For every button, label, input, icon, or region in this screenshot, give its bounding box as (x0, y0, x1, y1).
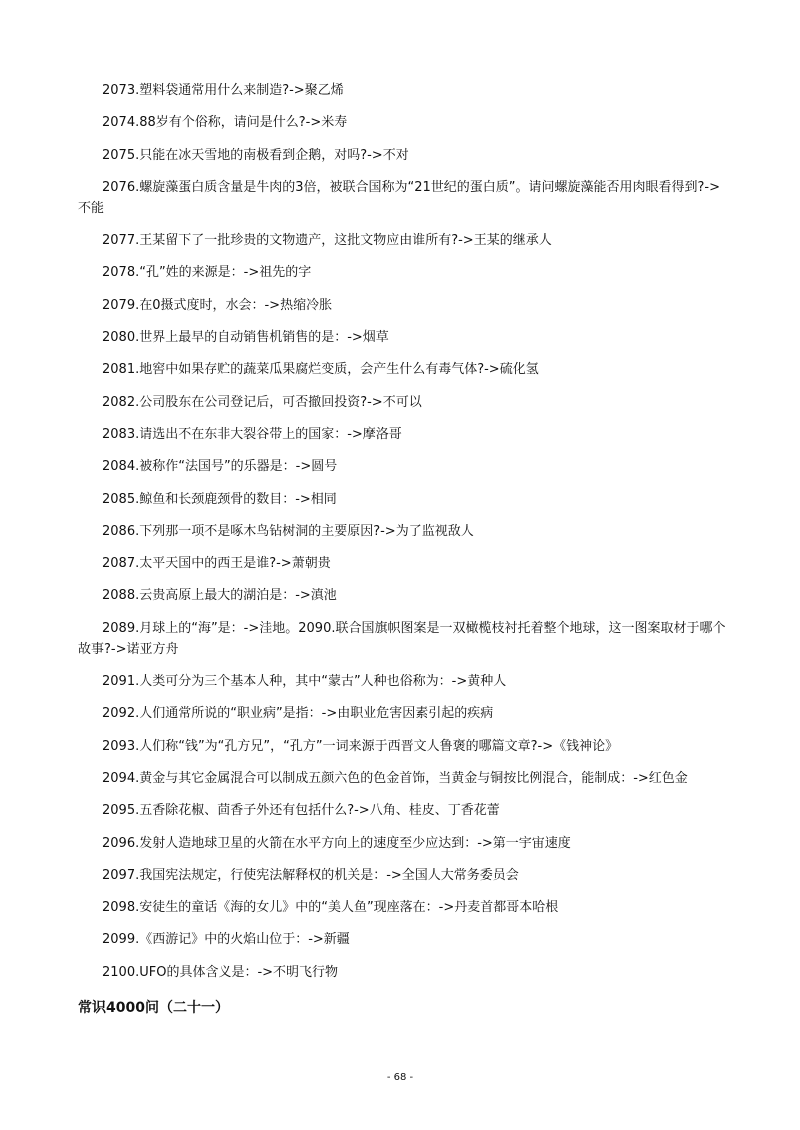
qa-item-2088: 2088.云贵高原上最大的湖泊是：->滇池 (102, 588, 337, 604)
qa-item-2091: 2091.人类可分为三个基本人种，其中“蒙古”人种也俗称为：->黄种人 (102, 674, 507, 690)
qa-item-2084: 2084.被称作“法国号”的乐器是：->圆号 (102, 459, 338, 475)
qa-item-2076: 2076.螺旋藻蛋白质含量是牛肉的3倍，被联合国称为“21世纪的蛋白质”。请问螺旋藻能否用肉眼看得到?->不能 (78, 179, 720, 216)
qa-item-2078: 2078.“孔”姓的来源是：->祖先的字 (102, 265, 312, 281)
qa-item-2096: 2096.发射人造地球卫星的火箭在水平方向上的速度至少应达到：->第一宇宙速度 (102, 835, 571, 851)
qa-item-2080: 2080.世界上最早的自动销售机销售的是：->烟草 (102, 330, 389, 346)
qa-item-2079: 2079.在0摄式度时，水会：->热缩冷胀 (102, 297, 333, 313)
page-number: - 68 - (386, 1072, 414, 1083)
qa-item-2082: 2082.公司股东在公司登记后，可否撤回投资?->不可以 (102, 394, 422, 410)
qa-item-2099: 2099.《西游记》中的火焰山位于：->新疆 (102, 932, 350, 948)
qa-item-2077: 2077.王某留下了一批珍贵的文物遗产，这批文物应由谁所有?->王某的继承人 (102, 233, 552, 249)
qa-item-2086: 2086.下列那一项不是啄木鸟钻树洞的主要原因?->为了监视敌人 (102, 523, 474, 539)
qa-item-2095: 2095.五香除花椒、茴香子外还有包括什么?->八角、桂皮、丁香花蕾 (102, 803, 500, 819)
qa-item-2093: 2093.人们称“钱”为“孔方兄”，“孔方”一词来源于西晋文人鲁褒的哪篇文章?->《钱神论》 (102, 738, 619, 754)
qa-item-2087: 2087.太平天国中的西王是谁?->萧朝贵 (102, 556, 331, 572)
qa-item-2098: 2098.安徒生的童话《海的女儿》中的“美人鱼”现座落在：->丹麦首都哥本哈根 (102, 900, 559, 916)
qa-item-2089-2090: 2089.月球上的“海”是：->洼地。2090.联合国旗帜图案是一双橄榄枝衬托着整个地球，这一图案取材于哪个故事?->诺亚方舟 (78, 620, 726, 657)
qa-item-2100: 2100.UFO的具体含义是：->不明飞行物 (102, 964, 339, 980)
qa-list (78, 80, 728, 994)
qa-item-2097: 2097.我国宪法规定，行使宪法解释权的机关是：->全国人大常务委员会 (102, 867, 519, 883)
qa-item-2075: 2075.只能在冰天雪地的南极看到企鹅，对吗?->不对 (102, 147, 409, 163)
qa-item-2094: 2094.黄金与其它金属混合可以制成五颜六色的色金首饰，当黄金与铜按比例混合，能制成：->红色金 (102, 770, 688, 786)
section-title: 常识4000问（二十一） (78, 1000, 229, 1016)
qa-item-2092: 2092.人们通常所说的“职业病”是指：->由职业危害因素引起的疾病 (102, 706, 494, 722)
qa-item-2073: 2073.塑料袋通常用什么来制造?->聚乙烯 (102, 83, 344, 98)
qa-item-2074: 2074.88岁有个俗称，请问是什么?->米寿 (102, 115, 348, 131)
qa-item-2085: 2085.鲸鱼和长颈鹿颈骨的数目：->相同 (102, 491, 337, 507)
qa-item-2081: 2081.地窖中如果存贮的蔬菜瓜果腐烂变质，会产生什么有毒气体?->硫化氢 (102, 362, 539, 378)
qa-item-2083: 2083.请选出不在东非大裂谷带上的国家：->摩洛哥 (102, 426, 402, 442)
